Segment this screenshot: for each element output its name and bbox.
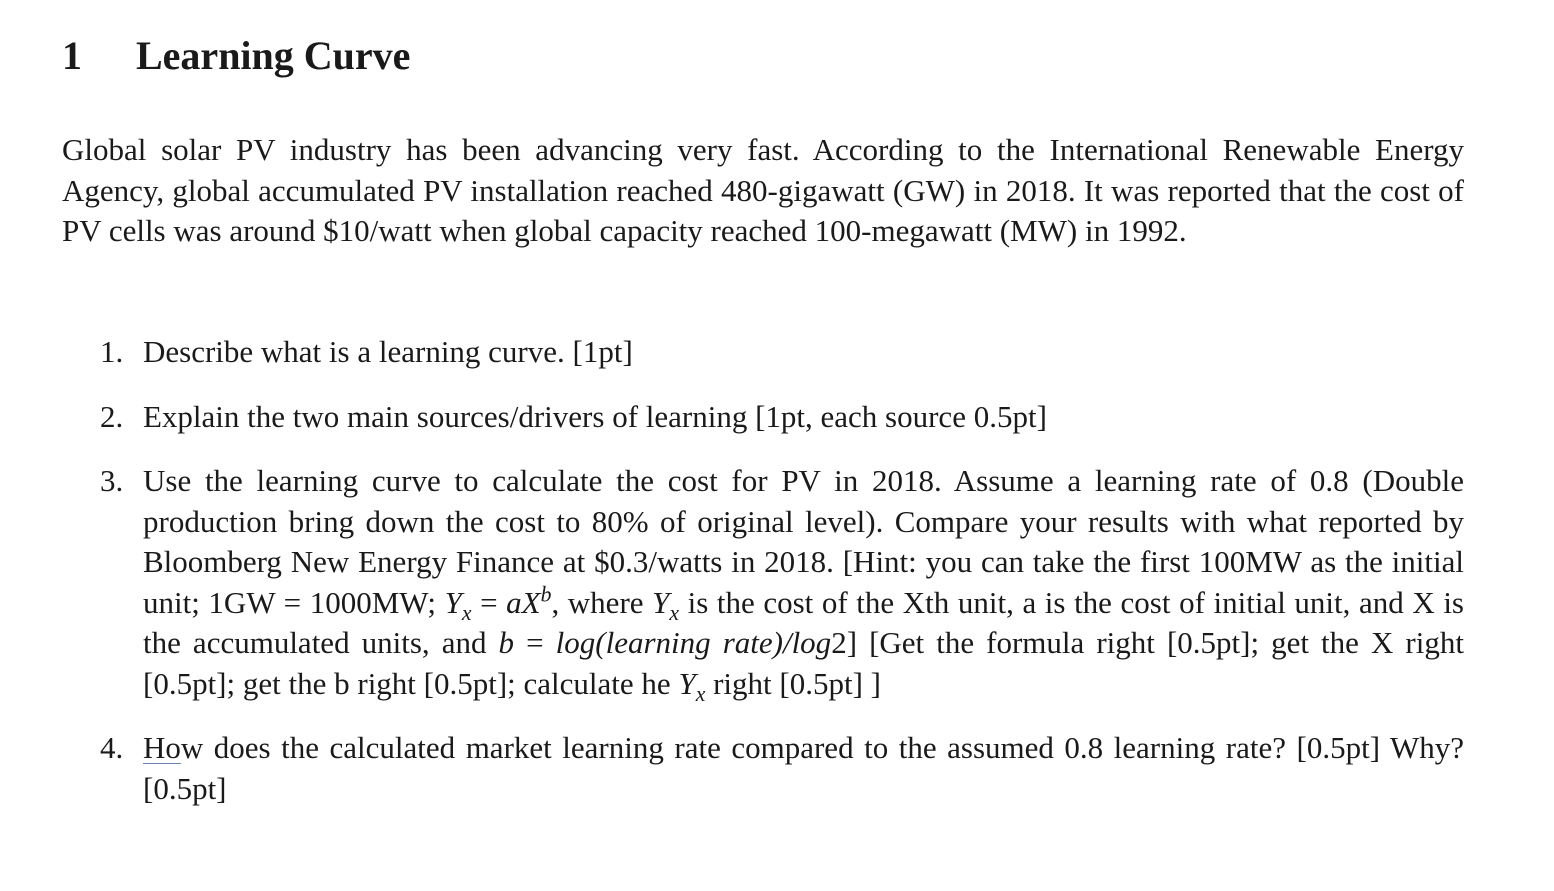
question-number: 1.	[100, 334, 124, 369]
question-text: Describe what is a learning curve. [1pt]	[143, 334, 633, 369]
formula-exponent: b	[540, 582, 552, 607]
question-text-part: , where	[551, 584, 653, 620]
question-item-2	[100, 397, 1464, 438]
intro-paragraph: Global solar PV industry has been advancing very fast. According to the International Renewable Energy Agency, global accumulated PV installation reached 480-gigawatt (GW) in 2018. It was reported that the cost of PV cells was around $10/watt when global capacity reached 100-megawatt (MW) in 1992.	[62, 132, 1464, 248]
formula-log-base: 2	[831, 625, 847, 660]
formula-y-symbol: Y	[444, 584, 462, 620]
formula-y-symbol: Y	[678, 665, 696, 701]
section-heading	[62, 30, 410, 82]
question-text-part: w does the calculated market learning rate compared to the assumed 0.8 learning rate? [0.5pt] Why?[0.5pt]	[143, 730, 1464, 806]
formula-equals: =	[471, 584, 507, 620]
question-item-4	[100, 728, 1464, 809]
formula-ax	[506, 582, 552, 620]
formula-y	[652, 584, 680, 625]
question-number: 4.	[100, 730, 124, 765]
question-text-part: ] [Get the formula right [0.5pt]; get the X right [0.5pt]; get the b right [0.5pt]; calculate he	[143, 625, 1464, 701]
question-text: Explain the two main sources/drivers of learning [1pt, each source 0.5pt]	[143, 398, 1047, 434]
section-number: 1	[62, 33, 82, 78]
formula-b: b	[498, 625, 515, 660]
question-number: 3.	[100, 463, 124, 498]
question-text	[143, 730, 1464, 806]
question-item-1	[100, 332, 1464, 373]
formula-y-symbol: Y	[652, 584, 670, 620]
formula-equals: =	[514, 625, 556, 660]
question-text-part: is the cost of the Xth unit, a is the cost of initial unit, and X is the accumulated units, and	[143, 584, 1464, 660]
question-text-part: Use the learning curve to calculate the cost for PV in 2018. Assume a learning rate of 0.8 (Double production bring down the cost to 80% of original level). Compare your results with what reported by Bloomberg New Energy Finance at $0.3/watts in 2018. [Hint: you can take the first 100MW as the initial unit; 1GW = 1000MW;	[143, 463, 1464, 620]
formula-y-subscript: x	[461, 600, 472, 625]
section-title: Learning Curve	[136, 33, 411, 78]
formula-y-subscript: x	[695, 681, 706, 706]
formula-y	[444, 584, 472, 625]
underlined-word: Ho	[143, 730, 181, 765]
question-number: 2.	[100, 398, 124, 434]
question-list	[100, 332, 1464, 833]
formula-log: log(learning rate)/log	[555, 625, 832, 660]
formula-ax-symbol: aX	[506, 584, 541, 620]
formula-y-subscript: x	[669, 600, 680, 625]
question-item-3	[100, 461, 1464, 704]
question-text-part: right [0.5pt] ]	[705, 665, 881, 701]
formula-y	[678, 665, 706, 706]
question-text	[143, 463, 1464, 706]
